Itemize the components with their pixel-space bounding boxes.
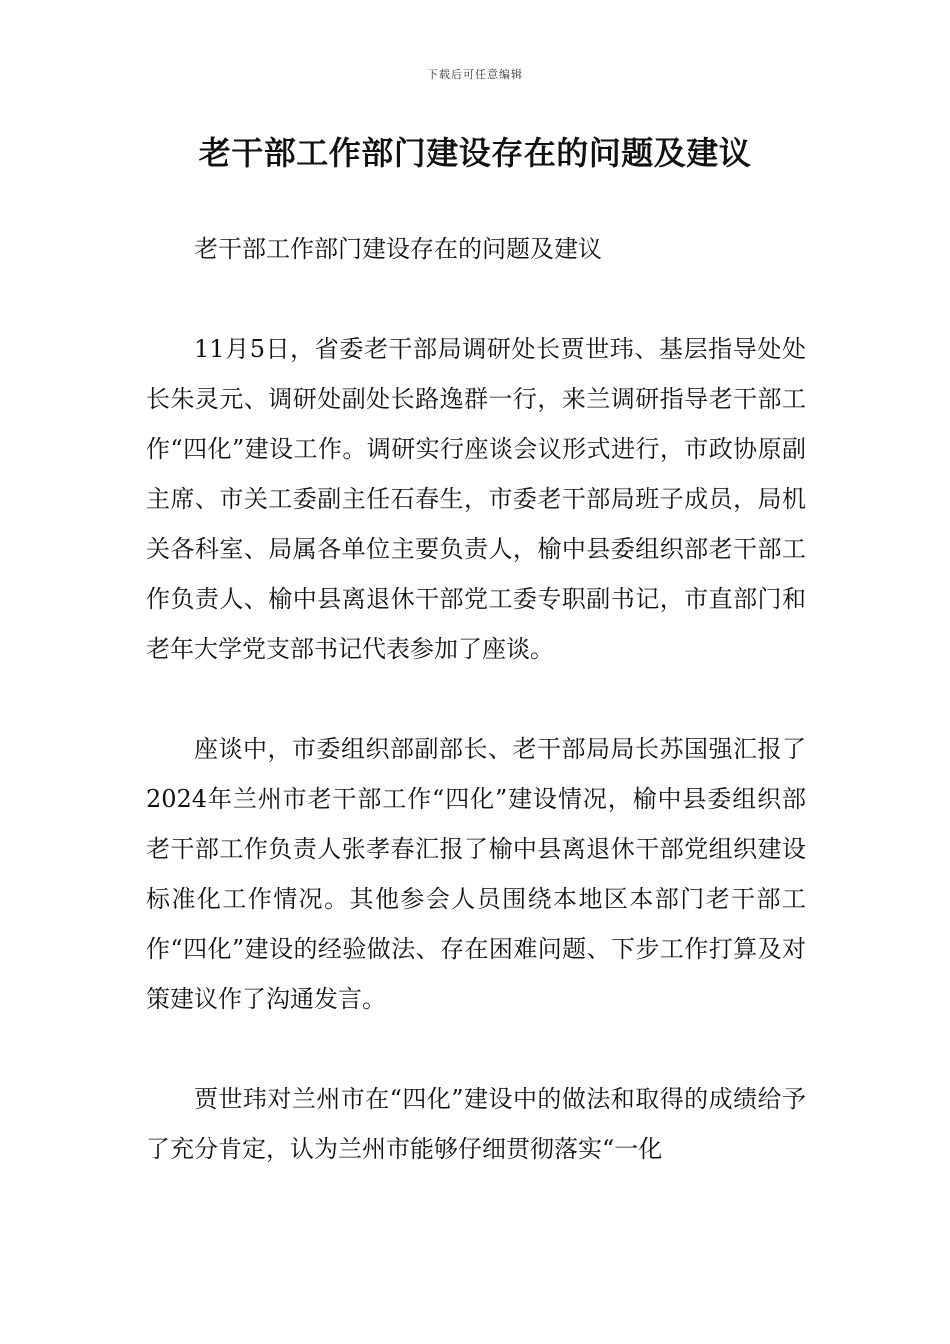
header-note: 下载后可任意编辑	[427, 68, 523, 81]
document-title: 老干部工作部门建设存在的问题及建议	[198, 134, 752, 172]
document-subtitle: 老干部工作部门建设存在的问题及建议	[194, 235, 602, 263]
paragraph-2: 座谈中，市委组织部副部长、老干部局局长苏国强汇报了2024年兰州市老干部工作“四化”建设情况，榆中县委组织部老干部工作负责人张孝春汇报了榆中县离退休干部党组织建设标准化工作情况。其他参会人员围绕本地区本部门老干部工作“四化”建设的经验做法、存在困难问题、下步工作打算及对策建议作了沟通发言。	[146, 735, 806, 1013]
document-body	[146, 224, 806, 1224]
paragraph-3: 贾世玮对兰州市在“四化”建设中的做法和取得的成绩给予了充分肯定，认为兰州市能够仔细贯彻落实“一化	[146, 1085, 806, 1163]
paragraph-1: 11月5日，省委老干部局调研处长贾世玮、基层指导处处长朱灵元、调研处副处长路逸群一行，来兰调研指导老干部工作“四化”建设工作。调研实行座谈会议形式进行，市政协原副主席、市关工委副主任石春生，市委老干部局班子成员，局机关各科室、局属各单位主要负责人，榆中县委组织部老干部工作负责人、榆中县离退休干部党工委专职副书记，市直部门和老年大学党支部书记代表参加了座谈。	[146, 335, 806, 663]
